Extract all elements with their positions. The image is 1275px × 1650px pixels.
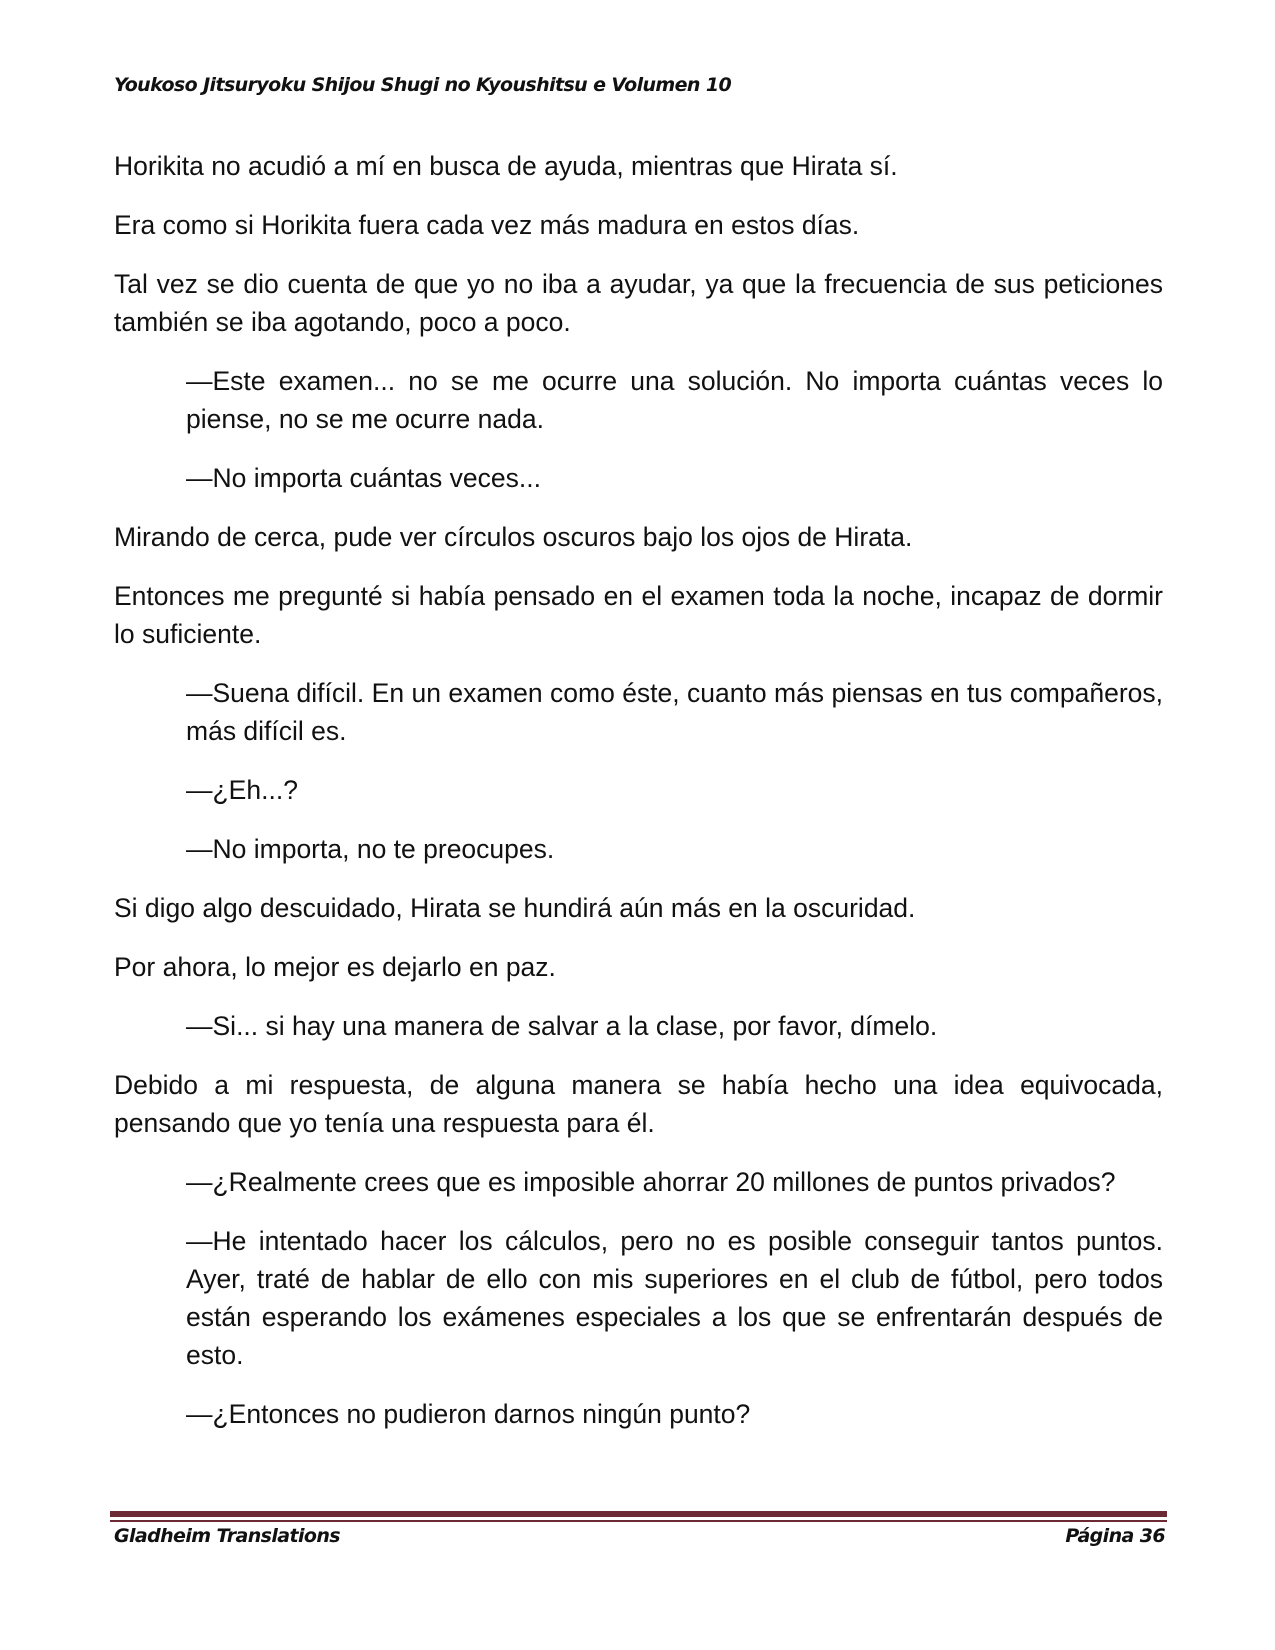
dialogue-paragraph: —Este examen... no se me ocurre una solución. No importa cuántas veces lo piense, no se me ocurre nada.	[186, 366, 1163, 434]
dialogue-paragraph: —Si... si hay una manera de salvar a la clase, por favor, dímelo.	[186, 1011, 938, 1041]
running-header: Youkoso Jitsuryoku Shijou Shugi no Kyoushitsu e Volumen 10	[114, 74, 732, 96]
narration-paragraph: Por ahora, lo mejor es dejarlo en paz.	[114, 952, 556, 982]
dialogue-paragraph: —No importa cuántas veces...	[186, 463, 541, 493]
dialogue-paragraph: —He intentado hacer los cálculos, pero no es posible conseguir tantos puntos. Ayer, traté de hablar de ello con mis superiores en el club de fútbol, pero todos están esperando los exámenes especiales a los que se enfrentarán después de esto.	[186, 1226, 1163, 1370]
dialogue-paragraph: —¿Entonces no pudieron darnos ningún punto?	[186, 1399, 751, 1429]
page-number: Página 36	[1065, 1525, 1165, 1547]
dialogue-paragraph: —No importa, no te preocupes.	[186, 834, 555, 864]
narration-paragraph: Era como si Horikita fuera cada vez más madura en estos días.	[114, 210, 860, 240]
dialogue-paragraph: —¿Eh...?	[186, 775, 298, 805]
narration-paragraph: Horikita no acudió a mí en busca de ayuda, mientras que Hirata sí.	[114, 151, 898, 181]
page-body	[114, 147, 1163, 1454]
footer-publisher: Gladheim Translations	[114, 1525, 340, 1547]
narration-paragraph: Debido a mi respuesta, de alguna manera se había hecho una idea equivocada, pensando que yo tenía una respuesta para él.	[114, 1070, 1163, 1138]
dialogue-paragraph: —Suena difícil. En un examen como éste, cuanto más piensas en tus compañeros, más difícil es.	[186, 678, 1163, 746]
narration-paragraph: Mirando de cerca, pude ver círculos oscuros bajo los ojos de Hirata.	[114, 522, 913, 552]
narration-paragraph: Entonces me pregunté si había pensado en el examen toda la noche, incapaz de dormir lo suficiente.	[114, 581, 1163, 649]
footer-rule	[110, 1511, 1167, 1517]
footer-rule-thin	[110, 1520, 1167, 1522]
dialogue-paragraph: —¿Realmente crees que es imposible ahorrar 20 millones de puntos privados?	[186, 1167, 1116, 1197]
narration-paragraph: Tal vez se dio cuenta de que yo no iba a ayudar, ya que la frecuencia de sus peticiones también se iba agotando, poco a poco.	[114, 269, 1163, 337]
narration-paragraph: Si digo algo descuidado, Hirata se hundirá aún más en la oscuridad.	[114, 893, 916, 923]
